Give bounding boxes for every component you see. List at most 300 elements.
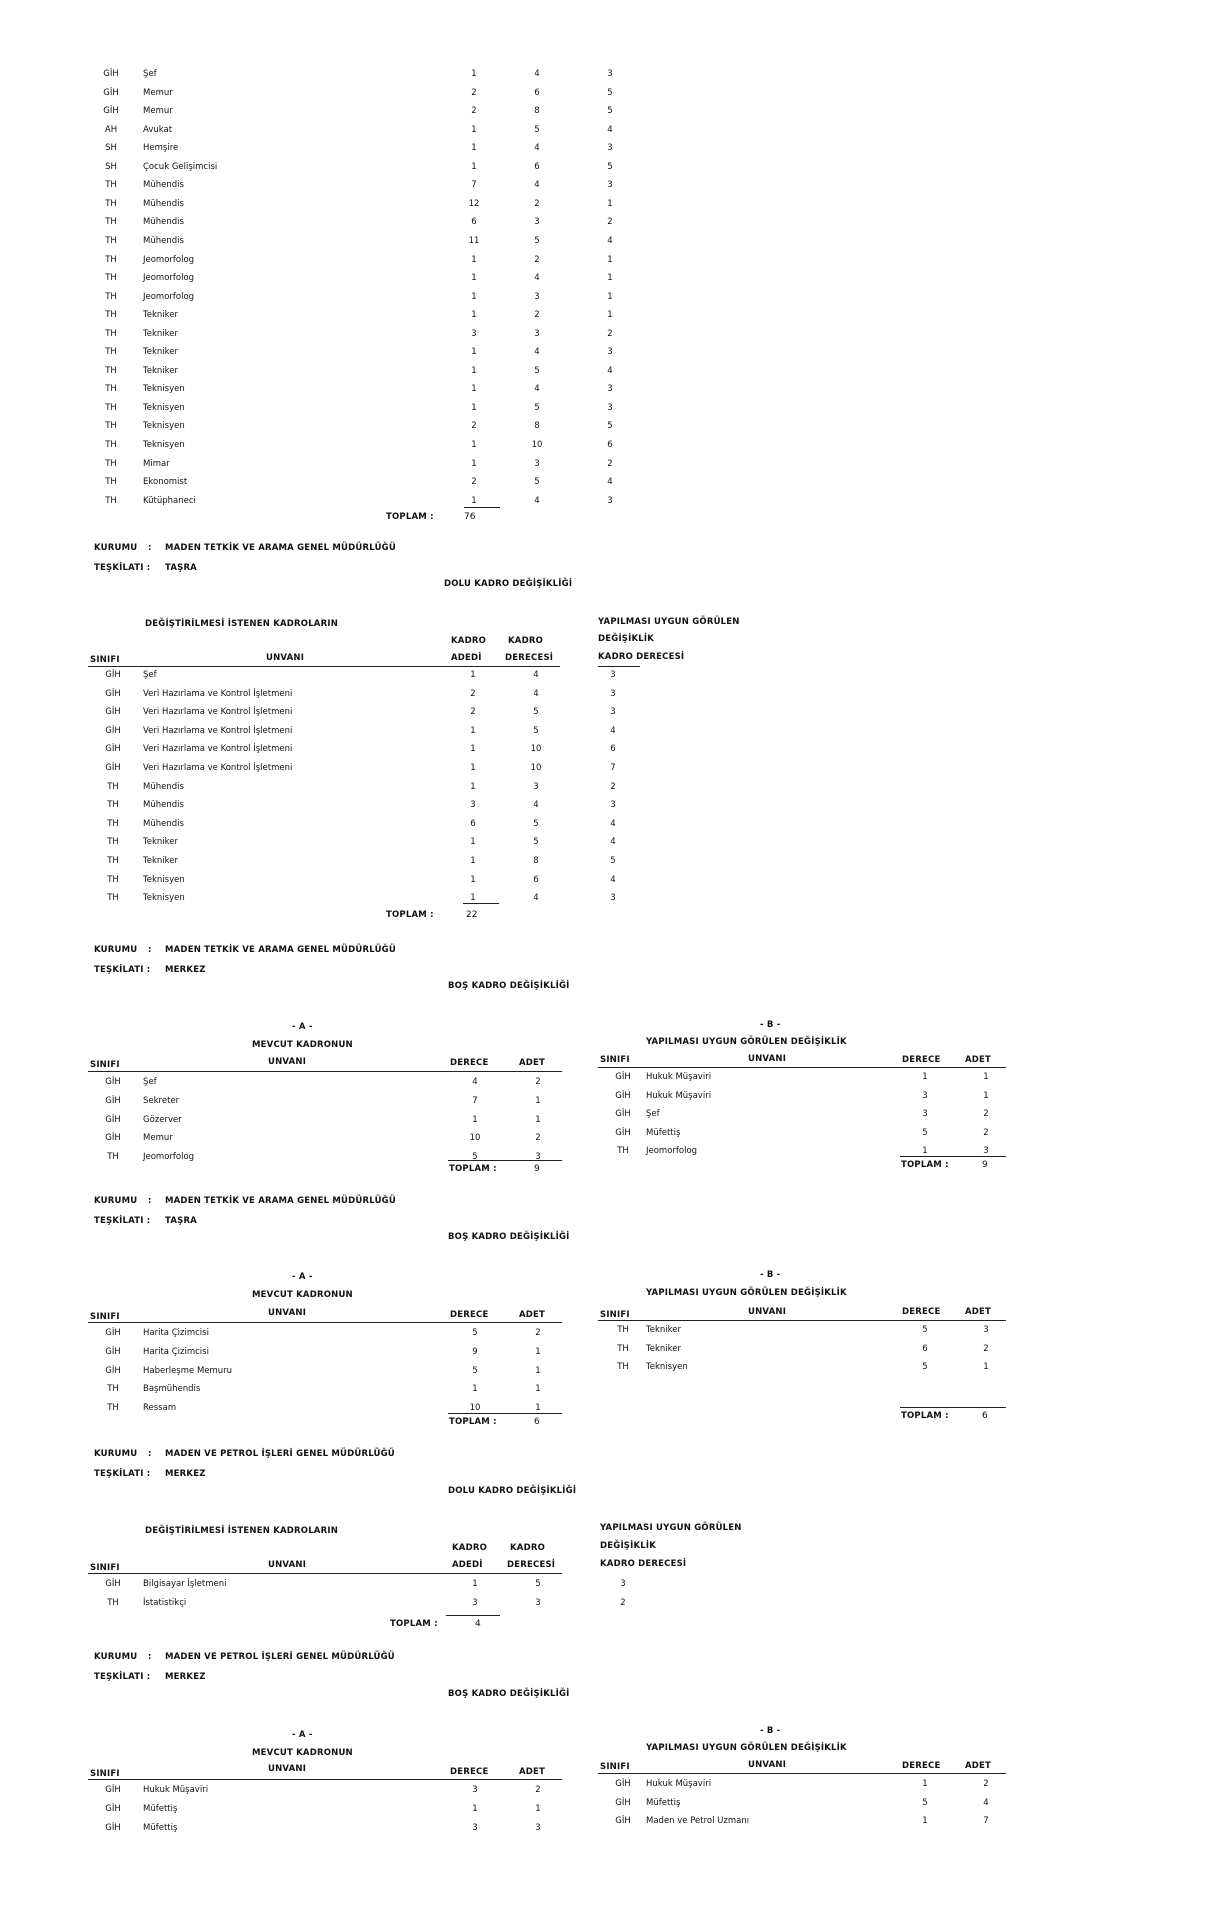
cell-sinifi: TH <box>105 421 117 432</box>
cell-unvani: Ressam <box>143 1403 177 1414</box>
cell-sinifi: GİH <box>615 1127 631 1138</box>
cell-sinifi: GİH <box>615 1797 631 1808</box>
cell-sinifi: TH <box>107 837 119 848</box>
cell-derecesi: 2 <box>534 254 540 265</box>
cell-unvani: Ekonomist <box>143 477 188 488</box>
section-title: DOLU KADRO DEĞİŞİKLİĞİ <box>444 579 573 589</box>
cell-adedi: 1 <box>470 763 476 773</box>
cell-sinifi: GİH <box>105 1579 121 1589</box>
cell-uygun-derece: 5 <box>607 421 613 432</box>
cell-sinifi: TH <box>107 818 119 829</box>
cell-derecesi: 3 <box>534 217 540 228</box>
total-rule <box>446 1615 500 1616</box>
cell-sinifi: TH <box>105 235 117 246</box>
cell-sinifi: TH <box>105 440 117 450</box>
cell-unvani: Mühendis <box>143 235 184 246</box>
cell-sinifi: SH <box>105 161 117 172</box>
cell-uygun-derece: 3 <box>607 69 613 79</box>
cell-derece: 1 <box>922 1779 928 1789</box>
cell-sinifi: TH <box>105 198 117 209</box>
cell-unvani: Mühendis <box>143 818 184 829</box>
cell-adedi: 2 <box>471 421 477 432</box>
cell-sinifi: TH <box>105 365 117 376</box>
cell-unvani: Şef <box>143 670 157 680</box>
cell-adedi: 3 <box>472 1597 478 1608</box>
cell-unvani: Teknisyen <box>143 874 185 885</box>
cell-unvani: Mühendis <box>143 217 184 228</box>
cell-unvani: Veri Hazırlama ve Kontrol İşletmeni <box>143 725 293 736</box>
b-total-value: 6 <box>982 1411 988 1421</box>
cell-derece: 5 <box>472 1328 478 1338</box>
left-heading: DEĞİŞTİRİLMESİ İSTENEN KADROLARIN <box>145 619 339 629</box>
col-kadro-1: KADRO <box>451 636 486 646</box>
cell-unvani: Hukuk Müşaviri <box>646 1072 712 1082</box>
cell-unvani: Hukuk Müşaviri <box>646 1090 712 1101</box>
cell-sinifi: TH <box>617 1362 629 1373</box>
cell-adedi: 12 <box>468 198 480 209</box>
teskilati-label: TEŞKİLATI : <box>94 563 151 573</box>
cell-unvani: Harita Çizimcisi <box>143 1328 209 1338</box>
cell-adedi: 11 <box>468 235 480 246</box>
cell-adedi: 1 <box>470 837 476 848</box>
cell-uygun-derece: 4 <box>607 477 613 488</box>
cell-sinifi: TH <box>617 1146 629 1157</box>
cell-sinifi: TH <box>617 1343 629 1354</box>
total-label: TOPLAM : <box>386 910 434 920</box>
cell-adet: 7 <box>983 1816 989 1827</box>
cell-adedi: 1 <box>471 143 477 154</box>
section-title: BOŞ KADRO DEĞİŞİKLİĞİ <box>448 981 570 991</box>
teskilati-value: TAŞRA <box>165 1216 197 1226</box>
cell-derecesi: 5 <box>533 818 539 829</box>
cell-derece: 5 <box>922 1362 928 1373</box>
cell-derece: 6 <box>922 1343 928 1354</box>
b-title: YAPILMASI UYGUN GÖRÜLEN DEĞİŞİKLİK <box>646 1037 847 1047</box>
cell-unvani: Mühendis <box>143 180 184 191</box>
cell-uygun-derece: 4 <box>607 365 613 376</box>
a-mark: - A - <box>292 1730 313 1740</box>
cell-adedi: 1 <box>471 495 477 506</box>
col-kadro-2: KADRO <box>510 1543 545 1553</box>
cell-derece: 5 <box>922 1127 928 1138</box>
cell-uygun-derece: 5 <box>607 161 613 172</box>
cell-sinifi: GİH <box>105 1346 121 1357</box>
header-rule <box>88 666 560 667</box>
cell-sinifi: TH <box>107 893 119 904</box>
cell-derecesi: 8 <box>534 106 540 117</box>
cell-adedi: 1 <box>470 744 476 755</box>
header-rule-right <box>598 666 640 667</box>
cell-uygun-derece: 3 <box>610 707 616 718</box>
cell-derecesi: 10 <box>531 440 543 450</box>
cell-adet: 2 <box>535 1785 541 1795</box>
cell-adet: 1 <box>983 1362 989 1373</box>
a-col-derece: DERECE <box>450 1310 489 1320</box>
cell-adedi: 2 <box>471 106 477 117</box>
right-heading-1: YAPILMASI UYGUN GÖRÜLEN <box>598 617 740 627</box>
cell-adet: 1 <box>535 1384 541 1395</box>
right-heading-3: KADRO DERECESİ <box>598 652 685 662</box>
teskilati-label: TEŞKİLATI : <box>94 1672 151 1682</box>
left-heading: DEĞİŞTİRİLMESİ İSTENEN KADROLARIN <box>145 1526 339 1536</box>
cell-derece: 5 <box>922 1325 928 1335</box>
cell-sinifi: GİH <box>105 670 121 680</box>
kurumu-value: MADEN TETKİK VE ARAMA GENEL MÜDÜRLÜĞÜ <box>165 543 396 553</box>
cell-unvani: Teknisyen <box>143 440 185 450</box>
cell-uygun-derece: 3 <box>607 384 613 395</box>
cell-derecesi: 10 <box>530 744 542 755</box>
right-heading-3: KADRO DERECESİ <box>600 1559 687 1569</box>
a-total-value: 9 <box>534 1164 540 1174</box>
b-mark: - B - <box>760 1020 781 1030</box>
cell-unvani: Müfettiş <box>143 1803 178 1814</box>
cell-adedi: 1 <box>471 161 477 172</box>
a-col-unvani: UNVANI <box>268 1057 307 1067</box>
cell-unvani: Mühendis <box>143 800 184 811</box>
cell-derecesi: 6 <box>533 874 539 885</box>
cell-adet: 2 <box>535 1077 541 1087</box>
cell-derecesi: 5 <box>534 365 540 376</box>
cell-unvani: Memur <box>143 106 173 117</box>
b-mark: - B - <box>760 1270 781 1280</box>
cell-unvani: Müfettiş <box>143 1822 178 1833</box>
cell-adedi: 2 <box>470 707 476 718</box>
cell-derecesi: 10 <box>530 763 542 773</box>
a-header-rule <box>88 1071 562 1072</box>
cell-derecesi: 4 <box>533 893 539 904</box>
col-sinifi: SINIFI <box>90 1563 120 1573</box>
cell-derece: 3 <box>922 1109 928 1120</box>
cell-unvani: Bilgisayar İşletmeni <box>143 1579 227 1589</box>
col-kadro-1: KADRO <box>452 1543 487 1553</box>
cell-unvani: Şef <box>143 69 157 79</box>
cell-derece: 1 <box>472 1384 478 1395</box>
cell-unvani: Jeomorfolog <box>646 1146 698 1157</box>
cell-uygun-derece: 3 <box>620 1579 626 1589</box>
cell-derecesi: 4 <box>534 273 540 284</box>
cell-adedi: 1 <box>471 254 477 265</box>
cell-sinifi: TH <box>107 874 119 885</box>
cell-uygun-derece: 3 <box>607 143 613 154</box>
cell-sinifi: GİH <box>105 1133 121 1144</box>
b-col-unvani: UNVANI <box>748 1054 787 1064</box>
a-title: MEVCUT KADRONUN <box>252 1290 353 1300</box>
cell-unvani: Tekniker <box>143 837 178 848</box>
cell-unvani: Maden ve Petrol Uzmanı <box>646 1816 750 1827</box>
cell-uygun-derece: 2 <box>607 328 613 339</box>
cell-adet: 1 <box>535 1803 541 1814</box>
cell-derecesi: 4 <box>533 800 539 811</box>
cell-derecesi: 5 <box>534 477 540 488</box>
cell-adet: 2 <box>535 1328 541 1338</box>
right-heading-2: DEĞİŞİKLİK <box>598 634 655 644</box>
cell-adedi: 1 <box>471 310 477 321</box>
cell-adedi: 7 <box>471 180 477 191</box>
cell-derecesi: 5 <box>533 707 539 718</box>
cell-derecesi: 5 <box>533 837 539 848</box>
a-total-rule <box>448 1160 562 1161</box>
kurumu-label: KURUMU <box>94 1652 138 1662</box>
cell-adet: 2 <box>983 1343 989 1354</box>
cell-sinifi: TH <box>105 328 117 339</box>
cell-unvani: Teknisyen <box>143 893 185 904</box>
col-derecesi: DERECESİ <box>507 1560 556 1570</box>
b-col-sinifi: SINIFI <box>600 1310 630 1320</box>
cell-sinifi: TH <box>105 217 117 228</box>
b-col-unvani: UNVANI <box>748 1307 787 1317</box>
a-col-derece: DERECE <box>450 1058 489 1068</box>
cell-uygun-derece: 1 <box>607 254 613 265</box>
cell-unvani: Teknisyen <box>143 384 185 395</box>
cell-sinifi: GİH <box>103 69 119 79</box>
cell-sinifi: TH <box>107 781 119 792</box>
a-title: MEVCUT KADRONUN <box>252 1748 353 1758</box>
cell-sinifi: GİH <box>105 1328 121 1338</box>
cell-unvani: Teknisyen <box>143 402 185 413</box>
cell-uygun-derece: 3 <box>610 688 616 699</box>
cell-adedi: 1 <box>470 893 476 904</box>
cell-sinifi: GİH <box>105 707 121 718</box>
cell-unvani: Şef <box>646 1109 660 1120</box>
cell-sinifi: TH <box>105 458 117 469</box>
b-col-derece: DERECE <box>902 1055 941 1065</box>
cell-derece: 3 <box>472 1822 478 1833</box>
cell-derecesi: 3 <box>534 328 540 339</box>
teskilati-value: MERKEZ <box>165 1672 206 1682</box>
cell-derecesi: 8 <box>533 856 539 866</box>
cell-sinifi: GİH <box>615 1109 631 1120</box>
cell-unvani: Tekniker <box>143 365 178 376</box>
cell-unvani: Teknisyen <box>143 421 185 432</box>
cell-unvani: Gözerver <box>143 1114 182 1125</box>
kurumu-value: MADEN TETKİK VE ARAMA GENEL MÜDÜRLÜĞÜ <box>165 945 396 955</box>
cell-sinifi: TH <box>105 254 117 265</box>
cell-sinifi: TH <box>617 1325 629 1335</box>
cell-adedi: 1 <box>471 384 477 395</box>
cell-uygun-derece: 3 <box>607 347 613 358</box>
cell-unvani: Tekniker <box>143 310 178 321</box>
cell-adedi: 1 <box>470 856 476 866</box>
a-col-unvani: UNVANI <box>268 1764 307 1774</box>
cell-sinifi: GİH <box>103 87 119 98</box>
b-title: YAPILMASI UYGUN GÖRÜLEN DEĞİŞİKLİK <box>646 1288 847 1298</box>
cell-derece: 1 <box>922 1816 928 1827</box>
b-col-adet: ADET <box>965 1307 992 1317</box>
cell-adet: 3 <box>983 1146 989 1157</box>
b-title: YAPILMASI UYGUN GÖRÜLEN DEĞİŞİKLİK <box>646 1743 847 1753</box>
cell-uygun-derece: 3 <box>607 495 613 506</box>
cell-derecesi: 4 <box>534 347 540 358</box>
cell-derecesi: 5 <box>535 1579 541 1589</box>
cell-uygun-derece: 6 <box>607 440 613 450</box>
cell-derece: 3 <box>922 1090 928 1101</box>
cell-unvani: Harita Çizimcisi <box>143 1346 209 1357</box>
cell-uygun-derece: 5 <box>607 87 613 98</box>
b-mark: - B - <box>760 1726 781 1736</box>
cell-adedi: 2 <box>471 87 477 98</box>
cell-unvani: Mühendis <box>143 198 184 209</box>
cell-adedi: 1 <box>471 69 477 79</box>
a-mark: - A - <box>292 1022 313 1032</box>
cell-uygun-derece: 3 <box>610 893 616 904</box>
cell-uygun-derece: 3 <box>610 670 616 680</box>
cell-unvani: Jeomorfolog <box>143 254 195 265</box>
total-label: TOPLAM : <box>390 1619 438 1629</box>
col-sinifi: SINIFI <box>90 655 120 665</box>
kurumu-label: KURUMU <box>94 1449 138 1459</box>
cell-unvani: Veri Hazırlama ve Kontrol İşletmeni <box>143 707 293 718</box>
b-total-value: 9 <box>982 1160 988 1170</box>
cell-derece: 5 <box>472 1365 478 1376</box>
cell-sinifi: GİH <box>105 1095 121 1106</box>
kurumu-label: KURUMU <box>94 1196 138 1206</box>
cell-unvani: İstatistikçi <box>143 1597 187 1608</box>
cell-sinifi: TH <box>105 495 117 506</box>
cell-adedi: 1 <box>470 725 476 736</box>
cell-derecesi: 5 <box>534 402 540 413</box>
b-col-sinifi: SINIFI <box>600 1762 630 1772</box>
cell-adet: 4 <box>983 1797 989 1808</box>
cell-derecesi: 4 <box>533 688 539 699</box>
cell-unvani: Müfettiş <box>646 1127 681 1138</box>
cell-unvani: Haberleşme Memuru <box>143 1365 233 1376</box>
cell-adedi: 1 <box>471 273 477 284</box>
cell-adet: 3 <box>535 1822 541 1833</box>
cell-sinifi: SH <box>105 143 117 154</box>
cell-uygun-derece: 4 <box>610 725 616 736</box>
cell-sinifi: TH <box>105 477 117 488</box>
cell-adet: 3 <box>535 1152 541 1163</box>
cell-adet: 1 <box>535 1346 541 1357</box>
cell-adedi: 1 <box>471 365 477 376</box>
a-total-label: TOPLAM : <box>449 1164 497 1174</box>
cell-unvani: Hukuk Müşaviri <box>646 1779 712 1789</box>
teskilati-label: TEŞKİLATI : <box>94 1216 151 1226</box>
cell-adedi: 1 <box>471 458 477 469</box>
b-total-label: TOPLAM : <box>901 1160 949 1170</box>
right-heading-1: YAPILMASI UYGUN GÖRÜLEN <box>600 1523 742 1533</box>
cell-sinifi: GİH <box>105 1114 121 1125</box>
cell-derecesi: 4 <box>534 495 540 506</box>
header-rule <box>88 1573 562 1574</box>
cell-adedi: 1 <box>471 440 477 450</box>
b-col-derece: DERECE <box>902 1761 941 1771</box>
cell-unvani: Veri Hazırlama ve Kontrol İşletmeni <box>143 688 293 699</box>
cell-uygun-derece: 3 <box>610 800 616 811</box>
cell-uygun-derece: 1 <box>607 198 613 209</box>
a-header-rule <box>88 1779 562 1780</box>
cell-unvani: Kütüphaneci <box>143 495 196 506</box>
cell-unvani: Hemşire <box>143 143 179 154</box>
cell-adet: 1 <box>983 1090 989 1101</box>
a-total-rule <box>448 1413 562 1414</box>
cell-adedi: 6 <box>470 818 476 829</box>
cell-unvani: Avukat <box>143 124 173 135</box>
cell-unvani: Memur <box>143 87 173 98</box>
kurumu-value: MADEN VE PETROL İŞLERİ GENEL MÜDÜRLÜĞÜ <box>165 1652 395 1662</box>
section-title: DOLU KADRO DEĞİŞİKLİĞİ <box>448 1486 577 1496</box>
cell-sinifi: GİH <box>615 1779 631 1789</box>
cell-derece: 7 <box>472 1095 478 1106</box>
cell-sinifi: GİH <box>103 106 119 117</box>
cell-sinifi: TH <box>105 384 117 395</box>
cell-unvani: Hukuk Müşaviri <box>143 1785 209 1795</box>
cell-derece: 5 <box>922 1797 928 1808</box>
cell-uygun-derece: 1 <box>607 310 613 321</box>
cell-unvani: Memur <box>143 1133 173 1144</box>
cell-adedi: 1 <box>470 670 476 680</box>
cell-unvani: Tekniker <box>646 1343 681 1354</box>
cell-derecesi: 8 <box>534 421 540 432</box>
a-total-value: 6 <box>534 1417 540 1427</box>
total-value: 4 <box>475 1619 481 1629</box>
cell-sinifi: GİH <box>105 688 121 699</box>
a-col-adet: ADET <box>519 1767 546 1777</box>
cell-sinifi: TH <box>107 1403 119 1414</box>
cell-uygun-derece: 6 <box>610 744 616 755</box>
cell-adet: 1 <box>535 1095 541 1106</box>
b-header-rule <box>598 1773 1006 1774</box>
cell-derecesi: 3 <box>533 781 539 792</box>
b-col-adet: ADET <box>965 1055 992 1065</box>
cell-sinifi: TH <box>107 1597 119 1608</box>
cell-adedi: 6 <box>471 217 477 228</box>
col-adedi: ADEDİ <box>451 653 482 663</box>
kurumu-label: KURUMU <box>94 945 138 955</box>
cell-uygun-derece: 5 <box>610 856 616 866</box>
col-adedi: ADEDİ <box>452 1560 483 1570</box>
cell-uygun-derece: 4 <box>610 837 616 848</box>
cell-derecesi: 5 <box>534 124 540 135</box>
cell-uygun-derece: 2 <box>607 458 613 469</box>
a-col-sinifi: SINIFI <box>90 1312 120 1322</box>
cell-sinifi: TH <box>105 310 117 321</box>
cell-unvani: Mimar <box>143 458 170 469</box>
cell-unvani: Sekreter <box>143 1095 180 1106</box>
cell-adedi: 3 <box>471 328 477 339</box>
cell-uygun-derece: 4 <box>607 124 613 135</box>
cell-unvani: Tekniker <box>143 328 178 339</box>
cell-derecesi: 5 <box>534 235 540 246</box>
col-kadro-2: KADRO <box>508 636 543 646</box>
cell-derecesi: 4 <box>534 180 540 191</box>
cell-sinifi: TH <box>105 273 117 284</box>
cell-derecesi: 3 <box>535 1597 541 1608</box>
cell-adedi: 1 <box>471 124 477 135</box>
cell-adet: 2 <box>983 1127 989 1138</box>
total-rule <box>463 903 499 904</box>
right-heading-2: DEĞİŞİKLİK <box>600 1541 657 1551</box>
cell-sinifi: TH <box>107 1384 119 1395</box>
cell-derecesi: 6 <box>534 161 540 172</box>
cell-sinifi: TH <box>105 347 117 358</box>
cell-adet: 2 <box>983 1109 989 1120</box>
kurumu-label: KURUMU <box>94 543 138 553</box>
b-total-rule <box>900 1156 1006 1157</box>
cell-unvani: Tekniker <box>143 856 178 866</box>
cell-sinifi: TH <box>107 800 119 811</box>
cell-derece: 10 <box>469 1133 481 1144</box>
cell-adet: 3 <box>983 1325 989 1335</box>
a-total-label: TOPLAM : <box>449 1417 497 1427</box>
a-col-adet: ADET <box>519 1310 546 1320</box>
cell-derecesi: 3 <box>534 458 540 469</box>
cell-uygun-derece: 4 <box>610 818 616 829</box>
cell-sinifi: GİH <box>105 763 121 773</box>
b-col-unvani: UNVANI <box>748 1760 787 1770</box>
cell-unvani: Mühendis <box>143 781 184 792</box>
section-title: BOŞ KADRO DEĞİŞİKLİĞİ <box>448 1232 570 1242</box>
